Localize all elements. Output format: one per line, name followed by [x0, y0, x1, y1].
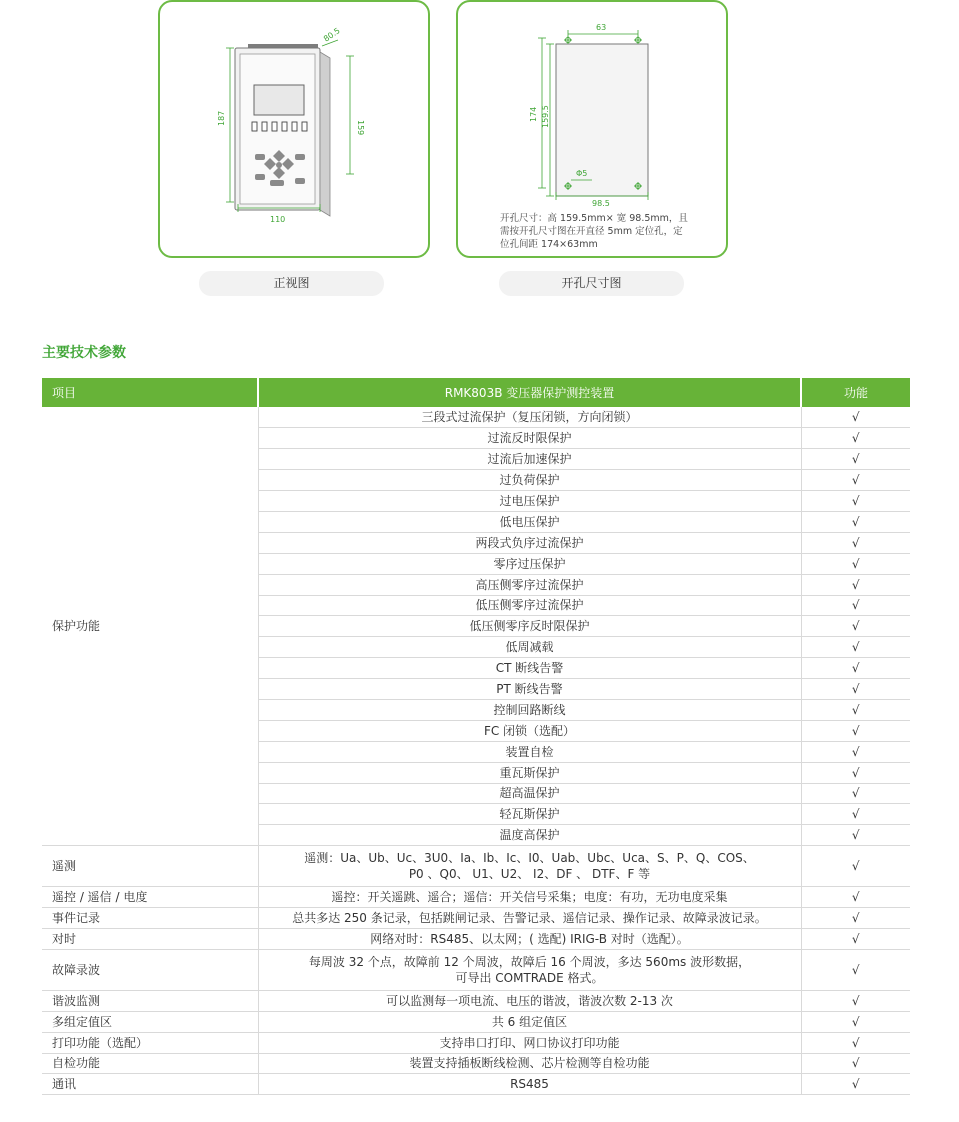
row-desc: 装置自检 [258, 741, 801, 762]
row-check: √ [801, 949, 910, 990]
row-desc-line: 网络对时：RS485、以太网；( 选配) IRIG-B 对时（选配）。 [370, 931, 689, 946]
row-desc: 低电压保护 [258, 511, 801, 532]
row-item-protection: 保护功能 [42, 407, 258, 846]
row-desc [258, 1011, 801, 1032]
row-desc-line: 总共多达 250 条记录，包括跳闸记录、告警记录、遥信记录、操作记录、故障录波记录。 [292, 911, 767, 926]
row-check: √ [801, 720, 910, 741]
cutout-note [500, 212, 700, 251]
table-row [42, 1074, 910, 1095]
front-view-card [158, 0, 430, 258]
row-check: √ [801, 908, 910, 929]
row-desc: 零序过压保护 [258, 553, 801, 574]
row-check: √ [801, 616, 910, 637]
row-check: √ [801, 407, 910, 428]
row-item: 打印功能（选配） [42, 1032, 258, 1053]
row-check: √ [801, 1053, 910, 1074]
dim-hole: Φ5 [576, 169, 588, 178]
row-desc: PT 断线告警 [258, 679, 801, 700]
dim-height-outer: 187 [217, 110, 226, 126]
row-check: √ [801, 825, 910, 846]
dim-top: 63 [596, 23, 607, 32]
device-side [320, 52, 330, 216]
row-check: √ [801, 928, 910, 949]
lcd-screen [254, 85, 304, 115]
header-device: RMK803B 变压器保护测控装置 [258, 378, 801, 407]
cutout-note-line: 开孔尺寸：高 159.5mm× 宽 98.5mm，且 [500, 213, 688, 224]
row-desc [258, 928, 801, 949]
row-desc-line: 装置支持插板断线检测、芯片检测等自检功能 [409, 1056, 650, 1071]
row-desc: 低压侧零序过流保护 [258, 595, 801, 616]
row-desc: 温度高保护 [258, 825, 801, 846]
cutout-view-caption: 开孔尺寸图 [499, 271, 684, 296]
row-check: √ [801, 553, 910, 574]
row-desc [258, 887, 801, 908]
row-desc: 三段式过流保护（复压闭锁，方向闭锁） [258, 407, 801, 428]
row-check: √ [801, 699, 910, 720]
row-check: √ [801, 428, 910, 449]
row-item: 谐波监测 [42, 990, 258, 1011]
row-desc [258, 1032, 801, 1053]
row-item: 自检功能 [42, 1053, 258, 1074]
dim-height-inner: 159 [356, 120, 365, 136]
table-row [42, 887, 910, 908]
row-desc: 重瓦斯保护 [258, 762, 801, 783]
row-check: √ [801, 679, 910, 700]
row-desc-line: 支持串口打印、网口协议打印功能 [439, 1035, 620, 1050]
row-desc-line: 遥控：开关遥跳、遥合；遥信：开关信号采集；电度：有功，无功电度采集 [331, 890, 728, 905]
row-check: √ [801, 783, 910, 804]
row-item: 对时 [42, 928, 258, 949]
row-desc: 两段式负序过流保护 [258, 532, 801, 553]
row-desc: 过负荷保护 [258, 470, 801, 491]
row-desc: CT 断线告警 [258, 658, 801, 679]
table-row [42, 1032, 910, 1053]
row-desc: 低周减载 [258, 637, 801, 658]
row-desc-line: 每周波 32 个点，故障前 12 个周波，故障后 16 个周波，多达 560ms 波形数据， [308, 954, 751, 969]
table-row [42, 846, 910, 887]
row-check: √ [801, 658, 910, 679]
row-desc: 超高温保护 [258, 783, 801, 804]
row-desc-line: 共 6 组定值区 [491, 1014, 568, 1029]
row-desc: 过流后加速保护 [258, 449, 801, 470]
dim-height-inner: 159.5 [541, 105, 550, 128]
dim-width: 110 [270, 215, 286, 224]
row-check: √ [801, 470, 910, 491]
cutout-note-line: 需按开孔尺寸图在开直径 5mm 定位孔，定 [500, 226, 683, 237]
row-desc: FC 闭锁（选配） [258, 720, 801, 741]
row-desc: 低压侧零序反时限保护 [258, 616, 801, 637]
row-desc [258, 949, 801, 990]
row-check: √ [801, 511, 910, 532]
dim-height-outer: 174 [529, 106, 538, 122]
row-check: √ [801, 449, 910, 470]
row-check: √ [801, 762, 910, 783]
row-item: 多组定值区 [42, 1011, 258, 1032]
row-check: √ [801, 846, 910, 887]
row-desc-line: RS485 [510, 1077, 549, 1092]
row-desc-line: 遥测：Ua、Ub、Uc、3U0、Ia、Ib、Ic、I0、Uab、Ubc、Uca、S、P、Q、COS、 [304, 851, 755, 866]
row-desc [258, 1074, 801, 1095]
spec-table [42, 378, 910, 1095]
row-check: √ [801, 990, 910, 1011]
row-desc: 过电压保护 [258, 491, 801, 512]
table-row [42, 1053, 910, 1074]
row-check: √ [801, 491, 910, 512]
table-row [42, 949, 910, 990]
dim-depth: 80.5 [321, 26, 342, 44]
row-check: √ [801, 532, 910, 553]
row-desc-line: 可导出 COMTRADE 格式。 [455, 970, 604, 985]
row-item: 通讯 [42, 1074, 258, 1095]
row-desc: 高压侧零序过流保护 [258, 574, 801, 595]
front-view-caption: 正视图 [199, 271, 384, 296]
header-item: 项目 [42, 378, 258, 407]
front-view-drawing [160, 2, 428, 256]
row-check: √ [801, 1011, 910, 1032]
section-title: 主要技术参数 [42, 345, 126, 361]
row-desc: 轻瓦斯保护 [258, 804, 801, 825]
row-check: √ [801, 1074, 910, 1095]
row-check: √ [801, 887, 910, 908]
row-check: √ [801, 574, 910, 595]
row-desc: 过流反时限保护 [258, 428, 801, 449]
table-row [42, 990, 910, 1011]
row-desc [258, 1053, 801, 1074]
row-item: 遥控 / 遥信 / 电度 [42, 887, 258, 908]
cutout-view-card [456, 0, 728, 258]
row-item: 事件记录 [42, 908, 258, 929]
table-row [42, 928, 910, 949]
row-item: 故障录波 [42, 949, 258, 990]
row-check: √ [801, 637, 910, 658]
row-desc-line: P0 、Q0、 U1、U2、 I2、DF 、 DTF、F 等 [408, 867, 651, 882]
dim-bottom: 98.5 [592, 199, 610, 208]
row-desc-line: 可以监测每一项电流、电压的谐波，谐波次数 2-13 次 [386, 993, 673, 1008]
row-desc [258, 846, 801, 887]
row-desc [258, 990, 801, 1011]
table-row [42, 908, 910, 929]
row-check: √ [801, 595, 910, 616]
header-function: 功能 [801, 378, 910, 407]
row-check: √ [801, 741, 910, 762]
row-desc: 控制回路断线 [258, 699, 801, 720]
table-row [42, 1011, 910, 1032]
row-item: 遥测 [42, 846, 258, 887]
cutout-rect [556, 44, 648, 196]
row-check: √ [801, 804, 910, 825]
row-check: √ [801, 1032, 910, 1053]
row-desc [258, 908, 801, 929]
cutout-note-line: 位孔间距 174×63mm [500, 239, 598, 250]
table-row [42, 407, 910, 428]
table-header-row [42, 378, 910, 407]
